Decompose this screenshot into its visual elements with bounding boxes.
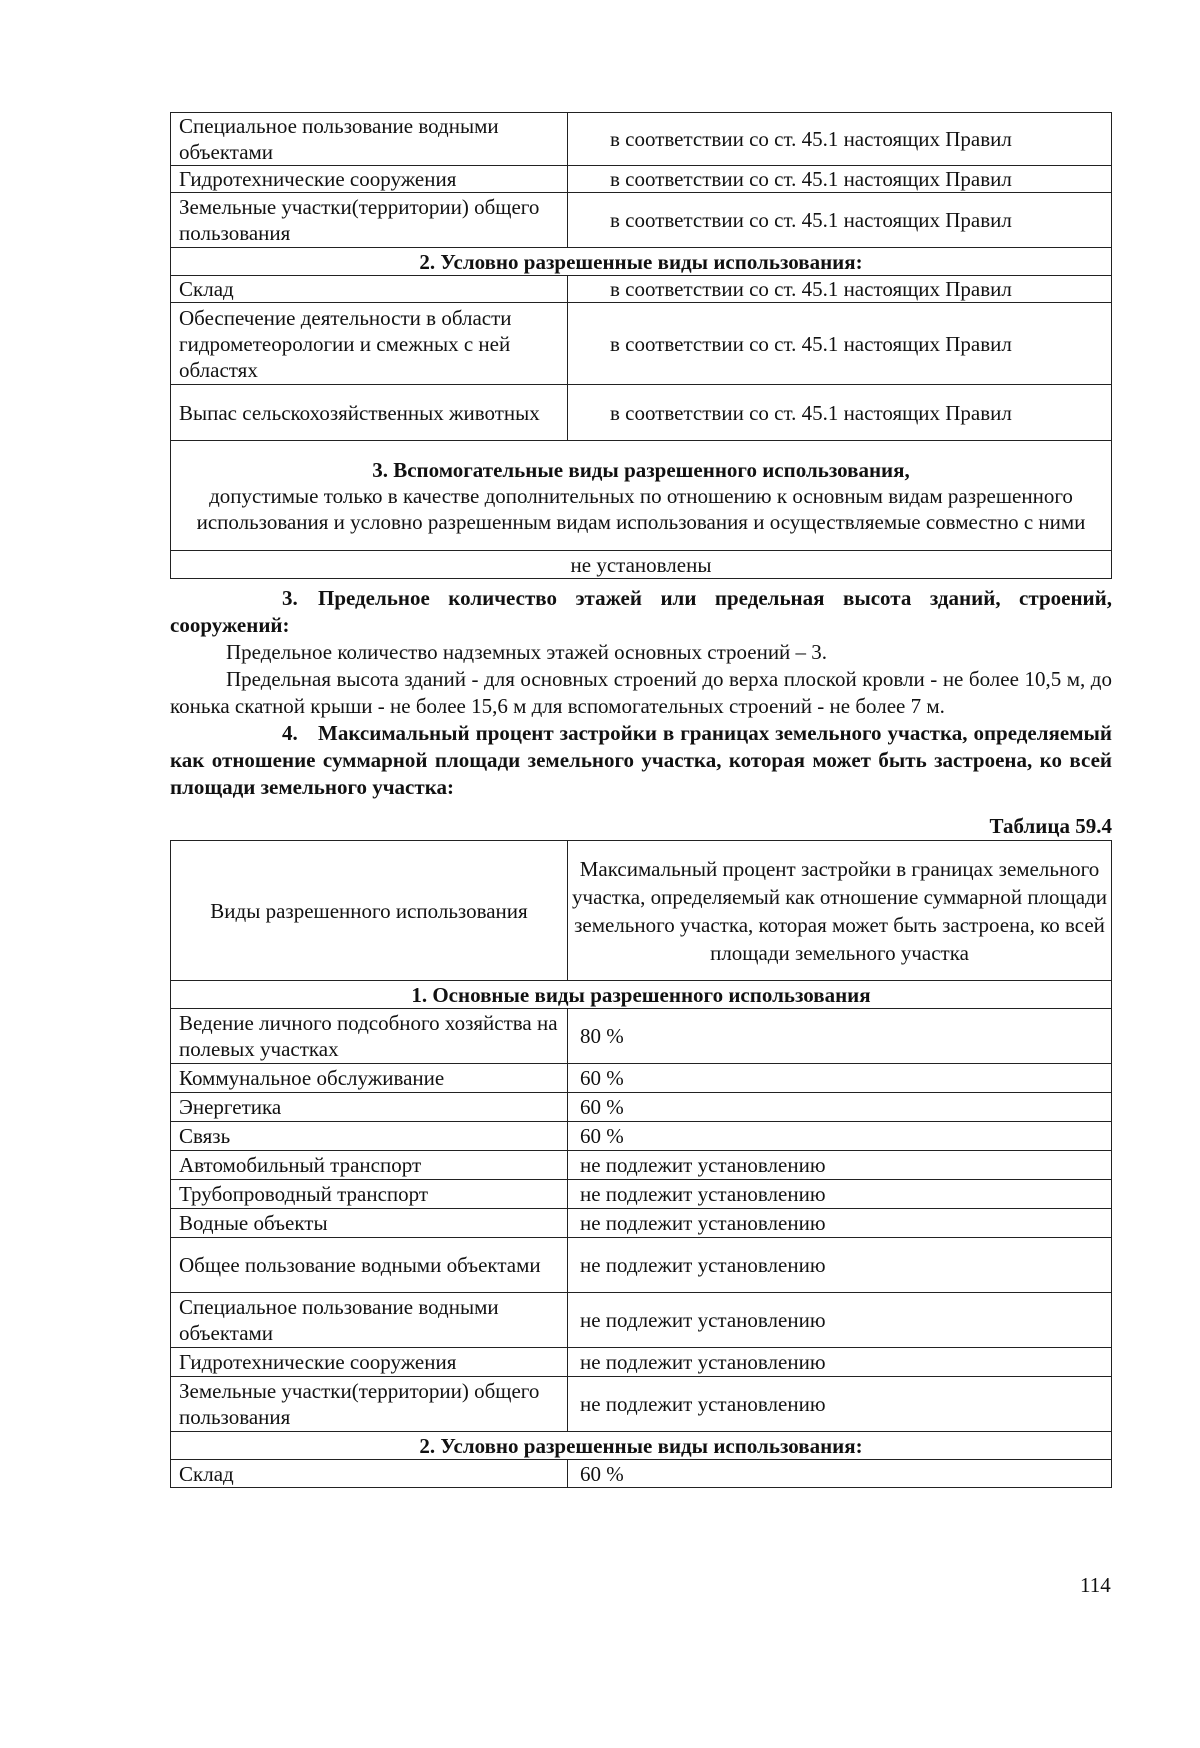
section-header-row xyxy=(171,248,1112,276)
use-name-cell: Энергетика xyxy=(171,1093,568,1122)
use-value-cell: в соответствии со ст. 45.1 настоящих Правил xyxy=(568,303,1112,385)
table-row xyxy=(171,1093,1112,1122)
table-row xyxy=(171,1348,1112,1377)
section-number: 3. xyxy=(282,586,298,610)
use-value-cell: не подлежит установлению xyxy=(568,1209,1112,1238)
section-header-row xyxy=(171,1432,1112,1460)
table-row xyxy=(171,1122,1112,1151)
table-row xyxy=(171,276,1112,303)
table-header-row xyxy=(171,841,1112,981)
section-header: 1. Основные виды разрешенного использования xyxy=(171,981,1112,1009)
use-name-cell: Коммунальное обслуживание xyxy=(171,1064,568,1093)
use-name-cell: Автомобильный транспорт xyxy=(171,1151,568,1180)
section-header: 3. Вспомогательные виды разрешенного использования, xyxy=(372,457,910,482)
section-header: 2. Условно разрешенные виды использования: xyxy=(171,1432,1112,1460)
use-value-cell: не подлежит установлению xyxy=(568,1293,1112,1348)
use-value-cell: не подлежит установлению xyxy=(568,1348,1112,1377)
use-value-cell: 60 % xyxy=(568,1093,1112,1122)
document-page xyxy=(170,112,1112,1488)
section-title: Максимальный процент застройки в границах земельного участка, определяемый как отношение суммарной площади земельного участка, которая может быть застроена, ко всей площади земельного участка: xyxy=(170,721,1112,799)
not-established-cell: не установлены xyxy=(171,551,1112,579)
auxiliary-uses-cell xyxy=(171,441,1112,551)
table-row xyxy=(171,1377,1112,1432)
section-title: Предельное количество этажей или предельная высота зданий, строений, сооружений: xyxy=(170,586,1112,637)
use-value-cell: 60 % xyxy=(568,1122,1112,1151)
column-header: Максимальный процент застройки в границах земельного участка, определяемый как отношение суммарной площади земельного участка, которая может быть застроена, ко всей площади земельного участка xyxy=(568,841,1112,981)
section-4-heading xyxy=(170,720,1112,801)
use-value-cell: не подлежит установлению xyxy=(568,1238,1112,1293)
table-caption: Таблица 59.4 xyxy=(989,814,1112,838)
paragraph: Предельное количество надземных этажей основных строений – 3. xyxy=(226,640,828,664)
use-value-cell: в соответствии со ст. 45.1 настоящих Правил xyxy=(568,276,1112,303)
table-row xyxy=(171,1293,1112,1348)
table-row xyxy=(171,193,1112,248)
section-header: 2. Условно разрешенные виды использования: xyxy=(171,248,1112,276)
use-value-cell: 60 % xyxy=(568,1064,1112,1093)
use-value-cell: не подлежит установлению xyxy=(568,1377,1112,1432)
table-row xyxy=(171,1238,1112,1293)
use-name-cell: Склад xyxy=(171,276,568,303)
table-row xyxy=(171,1460,1112,1488)
section-header-row xyxy=(171,981,1112,1009)
table-row xyxy=(171,1064,1112,1093)
column-header: Виды разрешенного использования xyxy=(171,841,568,981)
section-number: 4. xyxy=(282,721,298,745)
use-name-cell: Земельные участки(территории) общего пользования xyxy=(171,1377,568,1432)
use-value-cell: не подлежит установлению xyxy=(568,1151,1112,1180)
table-row xyxy=(171,113,1112,166)
use-name-cell: Склад xyxy=(171,1460,568,1488)
use-value-cell: 60 % xyxy=(568,1460,1112,1488)
permitted-use-table xyxy=(170,112,1112,579)
use-value-cell: в соответствии со ст. 45.1 настоящих Правил xyxy=(568,385,1112,441)
use-name-cell: Гидротехнические сооружения xyxy=(171,166,568,193)
table-row xyxy=(171,1180,1112,1209)
use-value-cell: не подлежит установлению xyxy=(568,1180,1112,1209)
section-note: допустимые только в качестве дополнительных по отношению к основным видам разрешенного использования и условно разрешенным видам использования и осуществляемые совместно с ними xyxy=(196,483,1086,534)
use-name-cell: Ведение личного подсобного хозяйства на полевых участках xyxy=(171,1009,568,1064)
use-name-cell: Гидротехнические сооружения xyxy=(171,1348,568,1377)
use-name-cell: Общее пользование водными объектами xyxy=(171,1238,568,1293)
section-note-row xyxy=(171,441,1112,551)
use-name-cell: Специальное пользование водными объектами xyxy=(171,113,568,166)
table-row xyxy=(171,1009,1112,1064)
table-row xyxy=(171,1151,1112,1180)
table-row xyxy=(171,385,1112,441)
building-percent-table xyxy=(170,840,1112,1488)
page-number: 114 xyxy=(1080,1573,1111,1597)
use-value-cell: 80 % xyxy=(568,1009,1112,1064)
table-row xyxy=(171,166,1112,193)
use-name-cell: Связь xyxy=(171,1122,568,1151)
use-value-cell: в соответствии со ст. 45.1 настоящих Правил xyxy=(568,113,1112,166)
use-value-cell: в соответствии со ст. 45.1 настоящих Правил xyxy=(568,193,1112,248)
use-name-cell: Трубопроводный транспорт xyxy=(171,1180,568,1209)
table-row xyxy=(171,1209,1112,1238)
paragraph: Предельная высота зданий - для основных строений до верха плоской кровли - не более 10,5 м, до конька скатной крыши - не более 15,6 м для вспомогательных строений - не более 7 м. xyxy=(170,667,1112,718)
use-name-cell: Земельные участки(территории) общего пользования xyxy=(171,193,568,248)
section-3-heading xyxy=(170,585,1112,639)
use-value-cell: в соответствии со ст. 45.1 настоящих Правил xyxy=(568,166,1112,193)
table-row xyxy=(171,551,1112,579)
use-name-cell: Специальное пользование водными объектами xyxy=(171,1293,568,1348)
use-name-cell: Водные объекты xyxy=(171,1209,568,1238)
use-name-cell: Обеспечение деятельности в области гидрометеорологии и смежных с ней областях xyxy=(171,303,568,385)
table-row xyxy=(171,303,1112,385)
use-name-cell: Выпас сельскохозяйственных животных xyxy=(171,385,568,441)
